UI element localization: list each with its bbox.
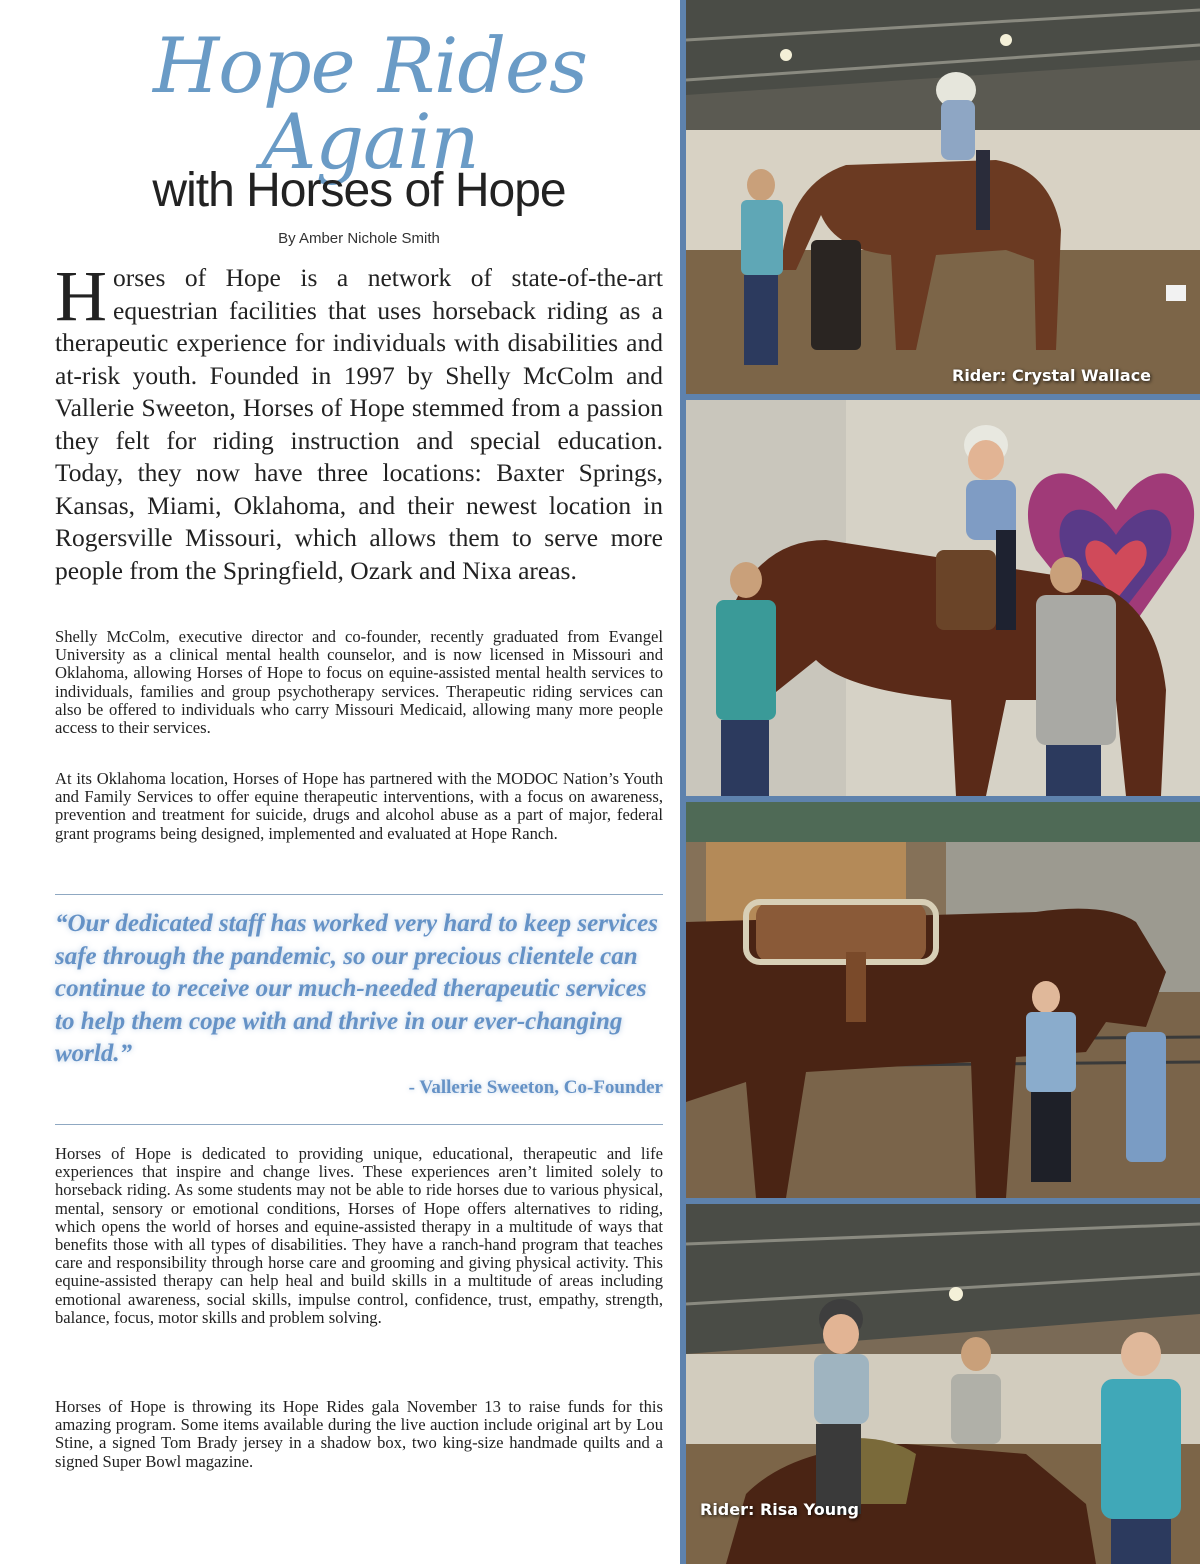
lead-text: orses of Hope is a network of state-of-the-art equestrian facilities that uses horseback riding as a therapeutic experience for individuals with disabilities and at-risk youth. Founded in 1997 by Shelly McColm and Vallerie Sweeton, Horses of Hope stemmed from a passion they felt for riding instruction and special education. Today, they now have three locations: Baxter Springs, Kansas, Miami, Oklahoma, and their newest location in Rogersville Missouri, which allows them to serve more people from the Springfield, Ozark and Nixa areas.: [55, 263, 663, 585]
body-paragraph: At its Oklahoma location, Horses of Hope has partnered with the MODOC Nation’s Youth and Family Services to offer equine therapeutic interventions, with a focus on awareness, prevention and treatment for suicide, drugs and alcohol abuse as a part of major, federal grant programs being designed, implemented and evaluated at Hope Ranch.: [55, 769, 663, 843]
photo-caption: Rider: Risa Young: [700, 1500, 860, 1519]
photo-rider-arena: [686, 0, 1200, 394]
lead-paragraph: [55, 256, 663, 587]
drop-cap: H: [55, 256, 107, 336]
article-title: Hope Rides Again: [153, 21, 587, 186]
photo-caption: Rider: Crystal Wallace: [952, 366, 1152, 385]
pull-quote: “Our dedicated staff has worked very hard to keep services safe through the pandemic, so our precious clientele can continue to receive our much-needed therapeutic services to help them cope with and thrive in our ever-changing world.”: [55, 910, 658, 1067]
quote-attribution: - Vallerie Sweeton, Co-Founder: [408, 1077, 663, 1098]
body-paragraph: Horses of Hope is dedicated to providing unique, educational, therapeutic and life experiences that inspire and change lives. These experiences aren’t limited solely to horseback riding. As some students may not be able to ride horses due to various physical, mental, sensory or emotional conditions, Horses of Hope offers alternatives to riding, which opens the world of horses and equine-assisted therapy in a multitude of ways that benefits those with all types of disabilities. They have a ranch-hand program that teaches care and responsibility through horse care and grooming and giving physical activity. This equine-assisted therapy can help heal and build skills in a multitude of areas including emotional awareness, social skills, impulse control, confidence, trust, empathy, strength, balance, focus, motor skills and problem solving.: [55, 1144, 663, 1327]
body-paragraph: Shelly McColm, executive director and co-founder, recently graduated from Evangel University as a clinical mental health counselor, and is now licensed in Missouri and Oklahoma, allowing Horses of Hope to focus on equine-assisted mental health services to individuals, families and group psychotherapy services. Therapeutic riding services can also be offered to individuals who carry Missouri Medicaid, allowing many more people access to their services.: [55, 627, 663, 738]
quote-top-rule: [55, 894, 663, 895]
photo-rider-heart-mural: [686, 400, 1200, 796]
byline: By Amber Nichole Smith: [278, 230, 440, 247]
photo-rider-with-helpers: [686, 1204, 1200, 1564]
quote-bottom-rule: [55, 1124, 663, 1125]
body-paragraph: Horses of Hope is throwing its Hope Rides gala November 13 to raise funds for this amazing program. Some items available during the live auction include original art by Lou Stine, a signed Tom Brady jersey in a shadow box, two king-size handmade quilts and a signed Super Bowl magazine.: [55, 1397, 663, 1471]
photo-saddled-horse: [686, 802, 1200, 1198]
photo-column: [680, 0, 1200, 1564]
article-subtitle: with Horses of Hope: [152, 164, 566, 217]
